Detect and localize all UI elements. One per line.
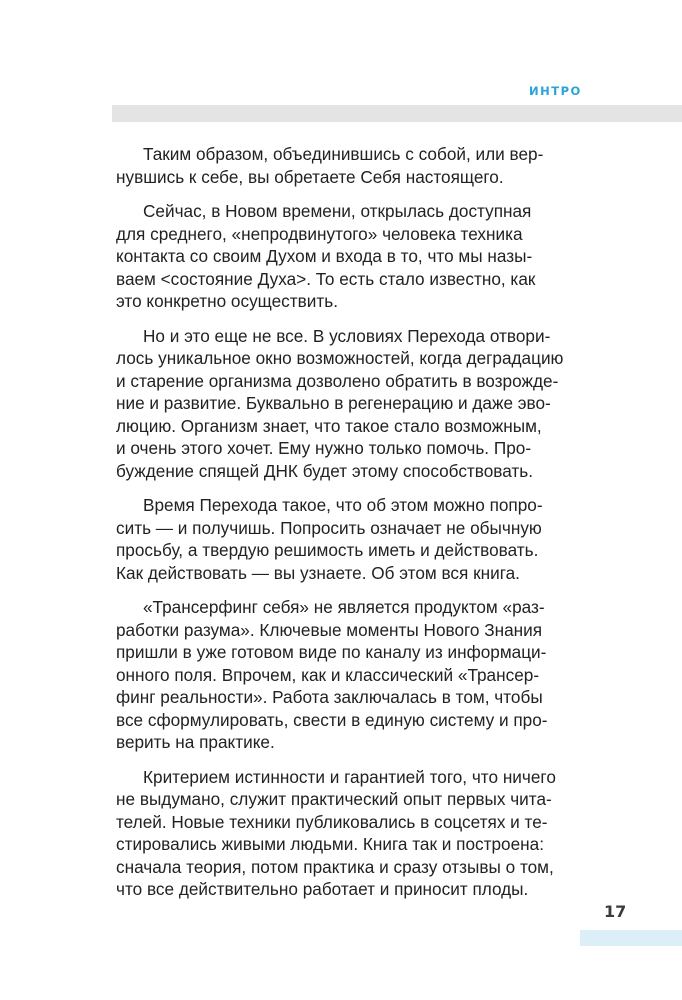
paragraph: Критерием истинности и гарантией того, что ничего не выдумано, служит практический опыт первых чита- телей. Новые техники публиковались в соцсетях и те- стировались живыми людьми. Книга так и построена: сначала теория, потом практика и сразу отзывы о том, что все действительно работает и приносит плоды. [116, 766, 556, 899]
paragraph: Сейчас, в Новом времени, открылась доступная для среднего, «непродвинутого» человека техника контакта со своим Духом и входа в то, что мы назы- ваем <состояние Духа>. То есть стало известно, как это конкретно осуществить. [116, 201, 536, 311]
page-number: 17 [604, 902, 627, 921]
paragraph: Время Перехода такое, что об этом можно попро- сить — и получишь. Попросить означает не обычную просьбу, а твердую решимость иметь и действовать. Как действовать — вы узнаете. Об этом вся книга. [116, 495, 543, 583]
footer-band [580, 930, 682, 946]
paragraph: «Трансерфинг себя» не является продуктом «раз- работки разума». Ключевые моменты Нового Знания пришли в уже готовом виде по каналу из информаци- онного поля. Впрочем, как и классический «Трансер- финг реальности». Работа заключалась в том, чтобы все сформулировать, свести в единую систему и про- верить на практике. [116, 597, 548, 752]
body-text [116, 143, 566, 913]
header-band [112, 105, 682, 122]
section-label: ИНТРО [529, 84, 582, 98]
paragraph: Но и это еще не все. В условиях Перехода отвори- лось уникальное окно возможностей, когда деградацию и старение организма дозволено обратить в возрожде- ние и развитие. Буквально в регенерацию и даже эво- люцию. Организм знает, что такое стало возможным, и очень этого хочет. Ему нужно только помочь. Про- буждение спящей ДНК будет этому способствовать. [116, 325, 564, 481]
paragraph: Таким образом, объединившись с собой, или вер- нувшись к себе, вы обретаете Себя настоящего. [116, 144, 544, 187]
